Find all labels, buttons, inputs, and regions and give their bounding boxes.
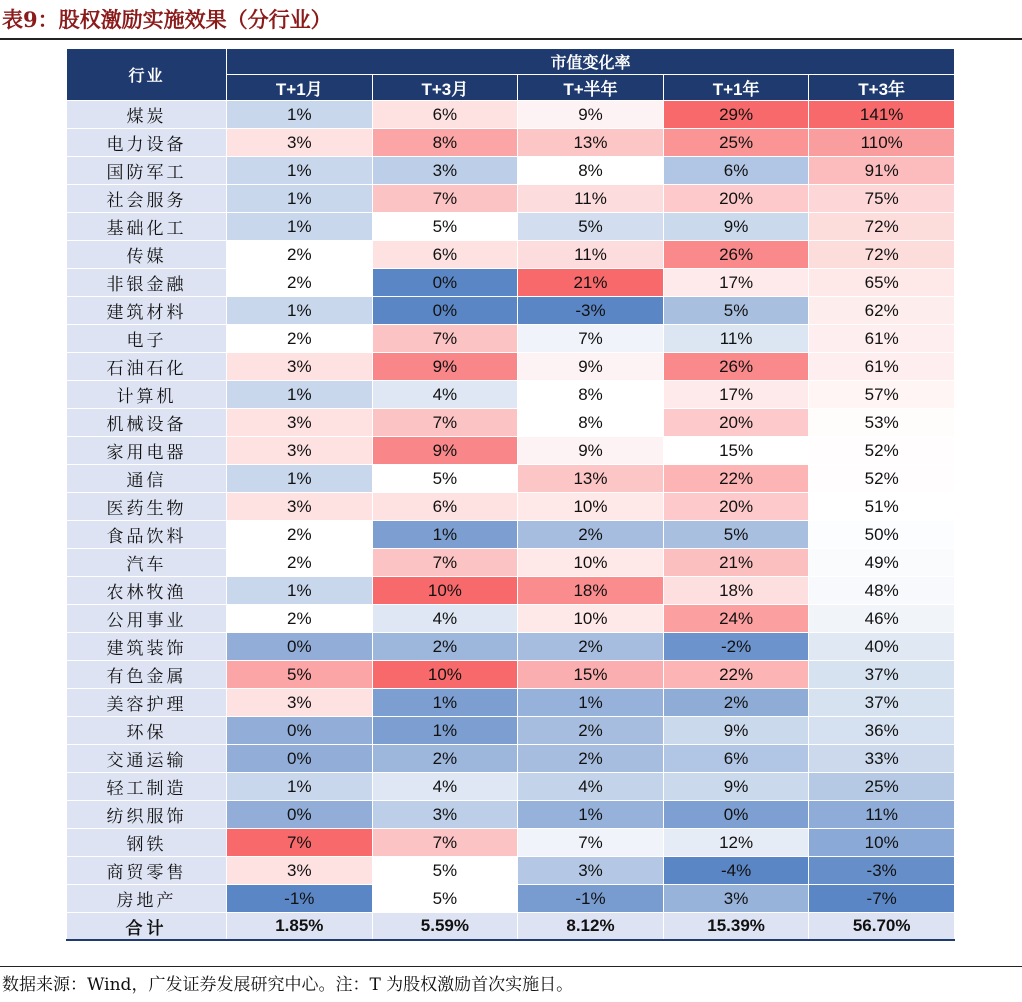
change-rate-cell: 6%	[663, 157, 809, 185]
total-value: 1.85%	[227, 913, 373, 941]
change-rate-cell: 3%	[372, 801, 518, 829]
industry-name: 通信	[67, 465, 227, 493]
change-rate-cell: 8%	[518, 157, 664, 185]
table-row	[67, 801, 955, 829]
period-header-t3m: T+3月	[372, 75, 518, 101]
change-rate-cell: 72%	[809, 213, 955, 241]
change-rate-cell: 1%	[372, 717, 518, 745]
change-rate-cell: 9%	[663, 773, 809, 801]
change-rate-cell: 62%	[809, 297, 955, 325]
change-rate-cell: 13%	[518, 465, 664, 493]
change-rate-cell: 10%	[518, 605, 664, 633]
change-rate-cell: 110%	[809, 129, 955, 157]
change-rate-cell: 1%	[372, 689, 518, 717]
industry-name: 传媒	[67, 241, 227, 269]
industry-name: 电子	[67, 325, 227, 353]
change-rate-cell: 1%	[518, 689, 664, 717]
change-rate-cell: 13%	[518, 129, 664, 157]
change-rate-cell: 1%	[227, 157, 373, 185]
change-rate-cell: 0%	[227, 717, 373, 745]
table-row	[67, 829, 955, 857]
change-rate-cell: 49%	[809, 549, 955, 577]
industry-name: 非银金融	[67, 269, 227, 297]
change-rate-cell: 2%	[518, 717, 664, 745]
industry-name: 有色金属	[67, 661, 227, 689]
industry-name: 基础化工	[67, 213, 227, 241]
table-row	[67, 521, 955, 549]
industry-name: 建筑装饰	[67, 633, 227, 661]
table-row	[67, 689, 955, 717]
change-rate-cell: 91%	[809, 157, 955, 185]
change-rate-cell: 10%	[372, 661, 518, 689]
change-rate-cell: 5%	[372, 213, 518, 241]
change-rate-cell: 2%	[227, 549, 373, 577]
industry-name: 钢铁	[67, 829, 227, 857]
change-rate-cell: 2%	[372, 633, 518, 661]
change-rate-cell: 5%	[663, 521, 809, 549]
table-title: 表9：股权激励实施效果（分行业）	[2, 7, 332, 32]
change-rate-cell: 2%	[518, 745, 664, 773]
change-rate-cell: 10%	[518, 549, 664, 577]
change-rate-cell: 5%	[372, 857, 518, 885]
change-rate-cell: 0%	[663, 801, 809, 829]
industry-name: 美容护理	[67, 689, 227, 717]
industry-name: 家用电器	[67, 437, 227, 465]
change-rate-cell: 0%	[227, 745, 373, 773]
change-rate-cell: 9%	[518, 353, 664, 381]
industry-name: 机械设备	[67, 409, 227, 437]
change-rate-cell: 53%	[809, 409, 955, 437]
table-row	[67, 605, 955, 633]
change-rate-cell: 5%	[518, 213, 664, 241]
industry-name: 医药生物	[67, 493, 227, 521]
change-rate-cell: 21%	[518, 269, 664, 297]
change-rate-cell: 4%	[372, 773, 518, 801]
table-row	[67, 185, 955, 213]
change-rate-cell: 2%	[227, 325, 373, 353]
change-rate-cell: 1%	[227, 773, 373, 801]
change-rate-cell: -1%	[518, 885, 664, 913]
change-rate-cell: 20%	[663, 185, 809, 213]
change-rate-cell: 26%	[663, 353, 809, 381]
change-rate-cell: 65%	[809, 269, 955, 297]
industry-name: 石油石化	[67, 353, 227, 381]
industry-column-header: 行业	[67, 49, 227, 101]
change-rate-cell: 7%	[372, 829, 518, 857]
total-row	[67, 913, 955, 941]
change-rate-cell: 48%	[809, 577, 955, 605]
industry-name: 煤炭	[67, 101, 227, 129]
bottom-rule	[0, 966, 1022, 967]
change-rate-cell: -2%	[663, 633, 809, 661]
change-rate-cell: 141%	[809, 101, 955, 129]
change-rate-cell: 5%	[372, 465, 518, 493]
table-row	[67, 465, 955, 493]
change-rate-cell: 2%	[663, 689, 809, 717]
change-rate-cell: 2%	[372, 745, 518, 773]
table-row	[67, 549, 955, 577]
industry-name: 国防军工	[67, 157, 227, 185]
change-rate-cell: 17%	[663, 381, 809, 409]
change-rate-cell: 22%	[663, 661, 809, 689]
change-rate-cell: 18%	[518, 577, 664, 605]
change-rate-cell: 8%	[518, 381, 664, 409]
change-rate-cell: 46%	[809, 605, 955, 633]
change-rate-cell: 52%	[809, 465, 955, 493]
change-rate-cell: 7%	[372, 325, 518, 353]
change-rate-cell: 4%	[372, 605, 518, 633]
change-rate-cell: 10%	[372, 577, 518, 605]
change-rate-cell: 61%	[809, 325, 955, 353]
change-rate-cell: 1%	[227, 577, 373, 605]
change-rate-cell: 37%	[809, 661, 955, 689]
change-rate-cell: -4%	[663, 857, 809, 885]
table-body	[67, 101, 955, 913]
table-row	[67, 101, 955, 129]
change-rate-cell: -7%	[809, 885, 955, 913]
change-rate-cell: 9%	[518, 437, 664, 465]
change-rate-cell: 15%	[663, 437, 809, 465]
change-rate-cell: 0%	[372, 269, 518, 297]
change-rate-cell: 11%	[809, 801, 955, 829]
change-rate-cell: 21%	[663, 549, 809, 577]
change-rate-cell: 29%	[663, 101, 809, 129]
change-rate-cell: 15%	[518, 661, 664, 689]
top-rule	[0, 38, 1022, 40]
change-rate-cell: 7%	[372, 185, 518, 213]
change-rate-cell: 0%	[372, 297, 518, 325]
change-rate-cell: 3%	[227, 129, 373, 157]
change-rate-cell: 2%	[227, 605, 373, 633]
change-rate-cell: 25%	[809, 773, 955, 801]
total-value: 8.12%	[518, 913, 664, 941]
change-rate-cell: 5%	[372, 885, 518, 913]
change-rate-cell: 20%	[663, 409, 809, 437]
change-rate-cell: 11%	[663, 325, 809, 353]
table-row	[67, 213, 955, 241]
change-rate-cell: 5%	[663, 297, 809, 325]
industry-name: 建筑材料	[67, 297, 227, 325]
change-rate-cell: 22%	[663, 465, 809, 493]
table-row	[67, 493, 955, 521]
change-rate-cell: 12%	[663, 829, 809, 857]
change-rate-cell: 7%	[372, 549, 518, 577]
table-row	[67, 437, 955, 465]
change-rate-cell: 7%	[518, 829, 664, 857]
table-row	[67, 633, 955, 661]
change-rate-cell: 9%	[663, 717, 809, 745]
change-rate-cell: 51%	[809, 493, 955, 521]
change-rate-cell: 4%	[372, 381, 518, 409]
change-rate-cell: 11%	[518, 241, 664, 269]
change-rate-cell: 75%	[809, 185, 955, 213]
change-rate-cell: 20%	[663, 493, 809, 521]
change-rate-cell: 0%	[227, 633, 373, 661]
change-rate-cell: 6%	[372, 101, 518, 129]
change-rate-cell: 3%	[372, 157, 518, 185]
table-row	[67, 381, 955, 409]
change-rate-cell: 1%	[227, 297, 373, 325]
change-rate-cell: 3%	[227, 493, 373, 521]
change-rate-cell: 50%	[809, 521, 955, 549]
change-rate-cell: 9%	[372, 353, 518, 381]
table-row	[67, 297, 955, 325]
change-rate-cell: 6%	[372, 493, 518, 521]
table-row	[67, 885, 955, 913]
period-header-t1m: T+1月	[227, 75, 373, 101]
change-rate-cell: 40%	[809, 633, 955, 661]
period-header-t3y: T+3年	[809, 75, 955, 101]
change-rate-cell: 7%	[372, 409, 518, 437]
change-rate-cell: 3%	[518, 857, 664, 885]
industry-name: 汽车	[67, 549, 227, 577]
change-rate-cell: -1%	[227, 885, 373, 913]
change-rate-cell: -3%	[518, 297, 664, 325]
change-rate-cell: 9%	[663, 213, 809, 241]
total-value: 56.70%	[809, 913, 955, 941]
table-row	[67, 773, 955, 801]
change-rate-cell: 11%	[518, 185, 664, 213]
table-row	[67, 661, 955, 689]
period-header-t6m: T+半年	[518, 75, 664, 101]
total-value: 15.39%	[663, 913, 809, 941]
change-rate-cell: 52%	[809, 437, 955, 465]
table-row	[67, 325, 955, 353]
change-rate-cell: 33%	[809, 745, 955, 773]
change-rate-cell: 3%	[227, 689, 373, 717]
change-rate-cell: 9%	[372, 437, 518, 465]
change-rate-cell: 8%	[518, 409, 664, 437]
change-rate-cell: 8%	[372, 129, 518, 157]
change-rate-cell: 5%	[227, 661, 373, 689]
change-rate-cell: 4%	[518, 773, 664, 801]
change-rate-cell: 36%	[809, 717, 955, 745]
change-rate-cell: 1%	[372, 521, 518, 549]
change-rate-cell: 3%	[227, 437, 373, 465]
change-rate-cell: 2%	[227, 269, 373, 297]
change-rate-cell: 7%	[518, 325, 664, 353]
change-rate-cell: 6%	[663, 745, 809, 773]
change-rate-cell: 3%	[227, 353, 373, 381]
change-rate-cell: 3%	[227, 857, 373, 885]
total-value: 5.59%	[372, 913, 518, 941]
table-row	[67, 717, 955, 745]
change-rate-cell: 0%	[227, 801, 373, 829]
change-rate-cell: 1%	[227, 185, 373, 213]
table-row	[67, 857, 955, 885]
industry-effect-table	[66, 48, 955, 941]
change-rate-cell: 3%	[663, 885, 809, 913]
industry-name: 环保	[67, 717, 227, 745]
change-rate-cell: 24%	[663, 605, 809, 633]
industry-name: 轻工制造	[67, 773, 227, 801]
change-rate-cell: 61%	[809, 353, 955, 381]
table-row	[67, 745, 955, 773]
period-header-t1y: T+1年	[663, 75, 809, 101]
change-rate-cell: 1%	[227, 465, 373, 493]
change-rate-cell: 1%	[227, 381, 373, 409]
change-rate-cell: 25%	[663, 129, 809, 157]
change-rate-cell: 9%	[518, 101, 664, 129]
change-rate-cell: 6%	[372, 241, 518, 269]
industry-name: 农林牧渔	[67, 577, 227, 605]
table-row	[67, 409, 955, 437]
change-rate-cell: -3%	[809, 857, 955, 885]
total-label: 合计	[67, 913, 227, 941]
market-cap-change-header: 市值变化率	[227, 49, 955, 75]
industry-name: 社会服务	[67, 185, 227, 213]
change-rate-cell: 1%	[518, 801, 664, 829]
change-rate-cell: 26%	[663, 241, 809, 269]
industry-name: 商贸零售	[67, 857, 227, 885]
industry-name: 计算机	[67, 381, 227, 409]
table-row	[67, 269, 955, 297]
change-rate-cell: 37%	[809, 689, 955, 717]
industry-name: 交通运输	[67, 745, 227, 773]
change-rate-cell: 2%	[227, 521, 373, 549]
industry-name: 房地产	[67, 885, 227, 913]
change-rate-cell: 2%	[518, 633, 664, 661]
change-rate-cell: 72%	[809, 241, 955, 269]
source-note: 数据来源：Wind，广发证券发展研究中心。注：T 为股权激励首次实施日。	[2, 975, 574, 995]
table-row	[67, 353, 955, 381]
change-rate-cell: 17%	[663, 269, 809, 297]
change-rate-cell: 2%	[518, 521, 664, 549]
change-rate-cell: 1%	[227, 101, 373, 129]
table-row	[67, 577, 955, 605]
change-rate-cell: 7%	[227, 829, 373, 857]
change-rate-cell: 3%	[227, 409, 373, 437]
industry-name: 纺织服饰	[67, 801, 227, 829]
table-row	[67, 241, 955, 269]
table-row	[67, 129, 955, 157]
change-rate-cell: 1%	[227, 213, 373, 241]
change-rate-cell: 10%	[809, 829, 955, 857]
industry-name: 电力设备	[67, 129, 227, 157]
change-rate-cell: 57%	[809, 381, 955, 409]
change-rate-cell: 2%	[227, 241, 373, 269]
industry-name: 公用事业	[67, 605, 227, 633]
table-row	[67, 157, 955, 185]
change-rate-cell: 10%	[518, 493, 664, 521]
industry-name: 食品饮料	[67, 521, 227, 549]
change-rate-cell: 18%	[663, 577, 809, 605]
